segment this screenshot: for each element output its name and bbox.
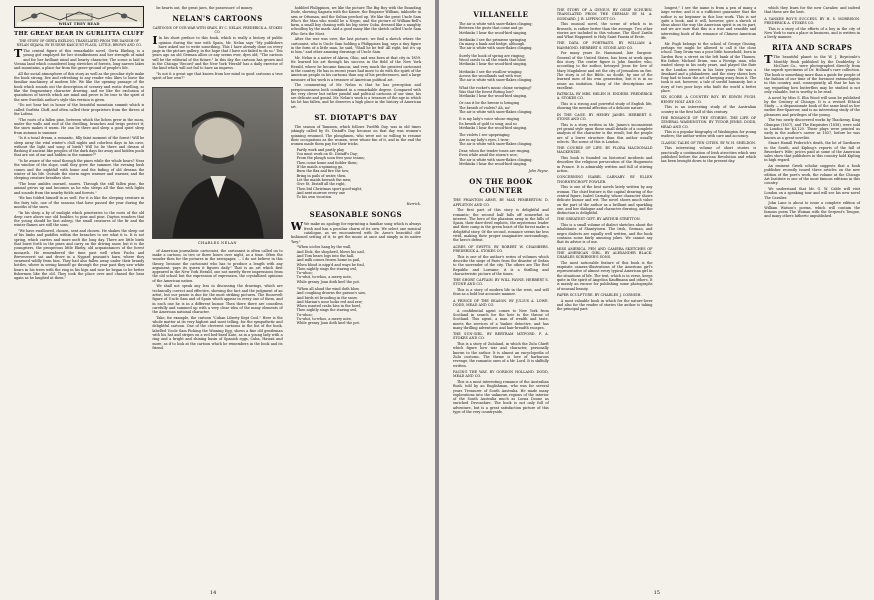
song-stanza: "When all aloud the wind doth blow, And coughing drowns the parson's saw, And birds sit brooding in the snow, And Marian's nose looks red and raw; When roasted crabs hiss in the bowl, Then nightly sings the staring owl, Tu-whoo; Tu-whit, tu-whoo, a merry note, While greasy Joan doth keel the pot. [296, 286, 366, 326]
masthead-title: WHAT THEY READ [17, 22, 141, 26]
poem-stanza: The air is white with snow-flakes clinging; Between the gusts that come and go Methinks I hear the wood-bird singing. [459, 22, 533, 35]
book-entry-text: A most valuable book in which for the nature-lover and also for the reader of stories the author is taking the principal part. [556, 298, 653, 312]
book-entry-head: IN THE CAGE. BY HENRY JAMES. HERBERT S. STONE AND CO. [556, 112, 653, 121]
book-entry-text: This is a story of Zululand, in which the Zulu Chieft which figure how war and character, personally known to the author. It is almost an encyclopedia of Zulu customs. The theme is love of barbarous revenge, the romantic ones of a Mr. Lord. It is skilfully written. [453, 342, 549, 368]
paragraph: All the social atmosphere of this story as well as the peculiar style make the book strong, live and refreshing to any reader who likes to leave the familiar machinery of modern life. We like the opening passage of the book which sounds out the description of scenery and rustic dwelling, so like the fragmentary character drawing, and we like the exclusion of quaintness of tarrels which are mind and prove to be true to the spirit of the new Swedish author's style this version is given. [14, 71, 145, 102]
paragraph: Mr. Pugh belongs to the school of George Gissing, perhaps we might be allowed to call it the close school. Tony Drum was a poor little household, born in Garden Row, a street on the left bank of the Thames. His father, Michael Drum, was a Foreign man, who tended sheep in his early years, and played the flute in the London streets in his later years. He was a drunkard and a philanderer, and the story shows how Tony had to learn the art of keeping away from it. The book is not, however, a tale of sordid humanity, but a story of two poor boys who built the world a better place. [660, 41, 757, 94]
book-entry-text: This is one of the best novels lately written by any woman. The chief feature is the capital drawing of the central figure, Isabel Carnaby, whose character shows delicate humor and wit. The novel shows much value on the part of the author as a brilliant and sparkling one, and her dialogue and character drawing, and the distinction is delightful. [556, 185, 653, 216]
book-entry-text: The most noticeable feature of this book is the exquisite camera-illustrations of the American girl's representative of almost every typical American girl in the situations of life. The text, which is in verse, keeps quite in the spirit of Angelica Kauffmann and others. It is mainly an excuse for publishing some photographs of unusual beauty. [556, 260, 653, 291]
poem-stanza: Methinks I see the primrose springing On many a bank and hedge, although The air is white with snow-flakes clinging. [459, 37, 533, 51]
left-col-1 [14, 6, 144, 586]
book-entry-head: THE ROMANCE OF THE STORIES. THE LIFE OF GENERAL WASHINGTON. BY TUDOR JENKS. DODD, MEAD AND CO. [660, 115, 757, 129]
section-heading: ON THE BOOK COUNTER [469, 177, 533, 196]
paragraph: of American journalistic cartoonist, the cartoonist is often called on to make a cartoon, in two or three hours over night, as a time. Often the wonder then for the pictures in the newspaper, ... I do not believe in this theory, because the cartoonist who has to produce a length with any argument, pays its queen it figures daily." That is an art which first appeared in the New York Herald, one not merely three impressions from the old school but the expression of expression, the crystallized opinions of the American nation. [152, 248, 283, 283]
page-number: 14 [210, 590, 217, 596]
poem-signature: Herrick. [406, 202, 421, 207]
article-byline: THE STORY OF GERTA EKELING, TRANSLATED FROM THE DANISH OF NELAN SKJANA, BY EUGENE KASCIUST FLACK, LITTLE, BROWN AND CO. [16, 39, 142, 47]
book-entry-head: PAPER SCULPTURE. BY CHARLES J. CORNISH. [556, 292, 642, 297]
book-entry-text: A confidential agent comes to New York from Scotland in search for the heir to the throne of Scotland. This agent, a man of wealth and taste, meets the services of a Yankee detective, and has many thrilling adventures and hair-breadth escapes. [453, 308, 549, 330]
book-entry-head: THE PHANTOM ARMY, BY MAX PEMBERTON. D. APPLETON AND CO. [453, 198, 549, 207]
poem-stanza: Methinks I see the swallow winging Across the woodlands sad with woe; The air is white with snow-flakes clinging. [459, 69, 533, 83]
paragraph: "Is not it a great age that knows from her mind in good cartoons a true spirit of her own?" [152, 72, 283, 81]
book-entry-text: The first part of this story is delightful and romantic; the second half falls off somewhat in interest. The hero of the phantom army in the hills of Spain, their dare-devil exploits, the mysterious leader and their camp in the green heart of the forest make a delightful story. Of the second, romance seems far less vivid, making their proper imaginative surroundings, the hero's defeat. [453, 208, 549, 243]
song-verse [291, 245, 421, 325]
poem-stanza: What the rocket's music chime swinging? Was that the forest fluting low? Methinks I hear the wood-bird singing. [459, 85, 532, 99]
book-entry-text: This is a most interesting romance of the Australian Bush, told by an Englishman, who was for several years Treasurer of South Australia. He made many explorations into the unknown regions of the interior of the South Australia much as Lorna Doone as enriched Devonshire. The book is not only full of adventure, but is a great satisfaction picture of this type of the very countryside. [453, 379, 549, 415]
paragraph: T The central figure of this remarkable novel, Gerta Ekeling, is a young girl employed for her steadfastness and her strength of mind and for her brilliant mind and hearty character. The scene is laid in Vienna land which considered long stretches of forests, long narrow lakes and mountains, a place far from the grave-ground of people's life. [14, 47, 145, 71]
paragraph: "The roots of a fallen pine, between which the lichen grew in the moss, under the walls and roof of the dwelling, branches and twigs protect it; the snow makes it warm. He can lie there and sleep a good quiet sleep from autumn to summer. [14, 117, 145, 135]
book-entry-head: THE SHORT CAPTAIN. BY WILL PAYNE. HERBERT S. STONE AND CO. [453, 278, 549, 287]
right-page-columns [453, 6, 860, 586]
paragraph: Mr. Nelan is a native of Akron, Ohio, and was born at that city in 1859. He learned his art through his success in the field of the New York Herald, where he became famous, and very much the greatest cartoonist in the country. He has in recent years had more to do with the spirit of the American people in his cartoons than any of his predecessors, and a large measure of his work is a treasure of American political art. [290, 56, 421, 82]
paragraph: "Is he aware of the wind through the pines while the whole bears? Near the window of the slope, until they grew the summer, the evening hush comes and the nightfall with home and the fading of old dreams the winter of his life. Outside the storm rages warmer and warmer, and the sleeping creature breathes slow. [14, 159, 145, 181]
paragraph: "He has folded himself in as well. For it is like the sleeping creature in the fairy tale, one of the seasons that have passed the year during the months of the snow. [14, 196, 145, 209]
poem-stanza: Dear, when the tender tones are ringing, Even while amid the storm's woe; The air is white with snow-flakes clinging, Methinks I hear the wood-bird singing. [459, 149, 533, 167]
drop-cap: I [152, 34, 158, 48]
drop-cap: W [290, 220, 304, 234]
page-number: 15 [653, 590, 660, 596]
book-entry-text: This is one of the author's series of volumes which describe the siege of Paris from the disaster of Sedan to the surrender of the city. The others are The Red Republic and Lorraine; it is a thrilling and characteristic picture of the times. [453, 254, 549, 276]
book-entry-text: This interesting volume of short stories is practically a continuation of Irish atrocities which was published before the American Revolution and which has been brought down to the present day. [660, 146, 757, 164]
paragraph: hobbled Philippines, we like the picture The Big Boy with the Bounding Dude, showing Sagasta with the Kaiser, the Emperor William, inkbottle in arm or Ottoman, and the Sultan perched up. We like the great Uncle Sam Who's the Man who would be a Negro, and the picture of William-Bell's farm, a small boy chasing with his big sister Cuba, dressed like a naughty schoolboy by the mark. And a good many like the sketch called Uncle Sam Who Gets the Most. [290, 6, 421, 36]
drop-cap: T [14, 47, 23, 60]
book-entry-head: THE GREATEST GIFT. BY ARTHUR STRETTON. [556, 217, 641, 222]
paragraph: W We make no apology for reprinting a familiar song which is always fresh and has a peculiar charm of its own. We select one musical catalogue, as we encountered with Dr. Arne's beautiful old-fashioned setting of it, to get the music at once and simply in its native "key." [290, 220, 421, 244]
book-entry-head: THE STORY OF A GENIUS. BY OSSIP SCHUBIN. TRANSLATED FROM THE GERMAN BY M. A. GODDARD. J. B. LIPPINCOTT CO. [556, 8, 653, 21]
book-entry-head: ACRES OF SWIFTS. BY ROBERT W. CHAMBERS. FREDERICK A. STOKES CO. [453, 244, 549, 253]
paragraph: John Lane is about to issue a complete edition of William Watson's poems, which will contain the famous poem The Woman with the Serpent's Tongue, and many others hitherto unpublished. [764, 201, 860, 219]
poem-stanza: Surely the hook of spring are ringing; Wood carols to all the winds that blow, Methinks I hear the wood-bird singing. [459, 53, 528, 67]
poem-stanza: Or can it be the breeze is bringing The breath of violets? Ah, no! The air is white with snow-flakes clinging. [459, 101, 533, 115]
portrait-icon [153, 88, 282, 238]
book-entry-head: PATRICIA. BY MRS. HELEN H. ENDERS. FREDERICK A. STOKES CO. [556, 92, 653, 101]
right-col-1 [453, 6, 549, 586]
left-page-columns [14, 6, 421, 586]
paragraph: A novel by Miss S. Elin Wood will soon be published by the Century of Chicago. It is a revised Ethical Study — a dispassionate book of the same kind as her earlier Bee-Sparrow, and is an interesting study of the pleasures and privileges of the young. [764, 95, 860, 117]
book-entry-text: This is a story written in Mr. James's inconsistent yet genial style upon those small details of a complete analysis of the character is the result; but the people are of a lower structure than this author usually selects. The scene of this is London. [556, 122, 653, 144]
right-col-2 [557, 6, 653, 586]
book-entry-head: THE COURSE OF LIFE. BY FLORA MACDONALD MACKENZIE. [556, 146, 653, 155]
poem-stanza: Partly work and partly play You must work on St. Distaff's Day; From the plough soon free your teams; Then come home and fodder them; If the maids a-spinning go, Burn the flax and fire the tow; Bring in pails of water, then, Let the maids bewash the men; Give St. Distaff all the right, Then bid Christmas sport good-night; And next morrow every one To his own vocation. [296, 147, 365, 200]
section-heading: RITA AND SCRAPS [771, 43, 853, 53]
right-col-4 [764, 6, 860, 586]
paragraph: which they learn for the new Cavalier, and indeed that these are the best. [764, 6, 860, 15]
book-entry-head: A PRINCE OF THE SEASON. BY JULIUS A. LOWE. DODD, MEAD AND CO. [453, 298, 549, 308]
book-entry-head: THE SUN-GIRL. BY BERTRAM MITFORD. F. A. STOKES AND CO. [453, 332, 549, 341]
poem-title: ST. DIOTAPT'S DAY [314, 113, 398, 122]
book-entry-head: THE DATA OF PORTRAITS. BY WILLIAM A. HAMMOND. HERBERT S. STONE AND CO. [556, 41, 653, 50]
book-entry-text: This is a story of modern life in the west, and will thus as a bold but accurate manner. [453, 288, 549, 297]
book-entry-text: This is a popular biography of Washington for young readers; the author writes with care and accuracy. [660, 130, 757, 139]
book-entry-text: This is a story of the efforts of a boy in the city of New York to earn a place in business, and is written in a lively manner. [764, 26, 860, 40]
paragraph: After the war was over, the last picture, we find a sketch where the cartoonist, who is Uncle Sam holding a Philippines bag, says a tiny figure in the form of a little man, he said, "Shall he be fed! All right, but it's up to him," and other amusing drawings of Uncle Sam. [290, 37, 421, 55]
article-heading: THE GREAT BEAR IN GURLITTA CLUFF [14, 31, 145, 37]
song-stanza: "When icicles hang by the wall, And Dick, the shepherd, blows his nail, And Tom bears logs into the hall, And milk comes frozen home in pail, When blood is nipp'd and ways be foul, Then nightly sings the staring owl, Tu-whoo; Tu-whit, tu-whoo, a merry note, While greasy Joan doth keel the pot. [296, 245, 365, 284]
poem-verse [291, 148, 421, 200]
book-entry-head: MISS AMERICA. PEN AND CAMERA SKETCHES OF THE AMERICAN GIRL. BY ALEXANDER BLACK. CHARLES SCRIBNER'S SONS. [556, 246, 653, 260]
paragraph: An eminent Greek scholar suggests that a book publisher recently issued three articles on the new edition of the poet's work, the volume at the Chicago Art Institute is one of the most famous editions in this country. [764, 164, 860, 186]
paragraph: We understand that Mr. G. W. Cable will visit London on a speaking tour and will see his new novel The Cavalier. [764, 187, 860, 200]
paragraph: be hearts out, the great jaws, the possessors' of money. [156, 6, 254, 10]
book-entry-text: This musical novel, the scene of which is in Brussels, is rather better than the average. Two other stories are included in this volume, The Sloof Zarilis and What Happened to Holy Saint Fausta of Erste. [556, 22, 653, 40]
left-col-3 [291, 6, 421, 586]
book-entry-text: This is an interesting study of the Australian country in the first half of this century. [660, 105, 757, 114]
book-entry-head: CONCERNING ISABEL CARNABY. BY ELLEN THORNEYCROFT FOWLER. [556, 175, 653, 184]
paragraph: Stuart Hamill Federich's death, the lot of Gardiners in the South, and Kipling's reports of the fall of Brueeker's Wife; prices paid at some of the American sales show that publishers in this country hold Kipling in high regard. [764, 141, 860, 163]
book-entry-text: For many years Dr. Hammond, late Surgeon-General of the United States, has been at work upon this story. The centre figure is John Smeder, who, according to the author, betrayed Jesus for love of Mary Magdalene and set the city of Jerusalem on fire. The story is of the Bible, no doubt, by one of the learned men of his own generation; but it is in no sense an imitation. Many of the descriptions are excellent. [556, 51, 653, 90]
book-entry-text: This book is founded on historical incidents and describes the religious persecution of the Huguenots in France. It is admirably written and full of stirring action. [556, 156, 653, 174]
book-entry-head: SIX SCORE. A COUNTRY BOY. BY EDWIN PUGH. HENRY HOLT AND CO. [660, 95, 757, 104]
paragraph: T The beautiful planet in the W. J. Boyntonle's Monthly Book published by the Doubleday & McClure Co., were photographed directly from the superb specimens of Dr. Holland's rare collection. The book is something more than a guide for people of the fashion of our time of the foremost entomologists in this country, and, consequently, all that he has to say regarding how butterflies may be studied is not only valuable, but is worthy to be read. [764, 53, 860, 94]
poem-stanza: The violets I see upspringing Are in my lady's eyes, I trow; The air is white with snow-flakes clinging. [459, 133, 533, 146]
paragraph: The commenting of Mr. Nelan is that he has perception and perspicuousness both combined in a remarkable degree. Compared with the very clever but rather painful and political cartoons of our time, his are delicate and genial. Mr. Nelan's work is a treasure of the age in which his lot has fallen, and he deserves a high place in the history of American art. [290, 83, 421, 109]
portrait-photo [152, 87, 282, 239]
paragraph: "We have swallowed, chosen, sent and chosen. He shakes the sleep out of his limbs and paddles within the branches to see what it is. It is not spring, which carries and more melt the long day. There are little birds that burst forth in the pines and carry on the driving snow, but it is the youngsters, the prosperous little Ekeby, old acquaintances of the forest monarch. He remembered the time past well when Fuchs and Breveswerst sat and drove in a Nygard peasant's barn, where they swarmed wildly from him. They had also fallen away under their brandy bottles, where in seeing himself go through the year past they saw white bears in his trees with the ring in his hips and now he began to be better fishermen like the old. They took the place over and chased the bear again as he laughed at them." [14, 229, 145, 281]
paragraph: "The bear ambles onward, snores. Through the still fallen pine, the animal grows up and becomes as he who sleeps all the thin with lights and sounds from the nearby fields and forests." [14, 181, 145, 195]
right-col-3 [661, 6, 757, 586]
paragraph: The two newly discovered works by Thackeray, King Glumpus (1837), and The Exquisites (1838), were sold in London for $3,120. These plays were printed as early in the author's career as 1837, before he was known as a great novelist. [764, 118, 860, 140]
poem-signature: John Payne. [528, 169, 549, 174]
poem-title: VILLANELLE [473, 10, 529, 19]
book-entry-text: This is a strong and powerful study of English life, showing the mental affection of a delicate nature. [556, 102, 653, 111]
drop-cap: T [764, 53, 773, 67]
left-page [0, 0, 435, 600]
section-byline: CARTOONS OF OUR WAR WITH SPAIN. BY C. NELAN. FREDERICK A. STOKES CO. [152, 26, 283, 35]
article-body [14, 49, 144, 281]
paragraph: We shall not speak any less in discussing the drawings, which are technically correct and effective, showing the fact and the judgment of an artist, but our praise is due for the most striking pictures. The Roosevelt figure of Uncle Sam and of Spain which appear in every one of them, and in each one he is in a different humor. Then there there are countless carefully and summed up with a very clear idea of the many elements of the American national character. [152, 284, 283, 315]
paragraph: Take, for example, the cartoon "Cuban Liberty Kept Cool." Here is the whole matter at its very highest and most telling, for the sympathetic and delightful cartoon. One of the cleverest cartoons in the list of the book, labelled Uncle Sam Picking the Winning Egg, shows a fine old gentleman with his hat and stripes on a red bed-lined Kate, as in a young lady with a ring and a bright and shining basin of Spanish eggs, Cuba, Hawaii and more, as if to look at the cartoon which he remembers in the book and its friend. [152, 315, 283, 350]
paragraph: "Is it a tonal dream, a romantic, filly faint moment of the forest! Will he sleep away the vital winter's chill nights and colorless days in his cave, without the light and song of birds? Will he lie there and dream of flashing if ancient like peoples of the dark days far away and hidden pools that are out of ear and hidden in the summer?" [14, 136, 145, 158]
section-heading: SEASONABLE SONGS [309, 210, 403, 220]
masthead [14, 6, 144, 28]
paragraph: "Do not hear but in honor of the beautiful mountain summit which is called Gurlitta Cluff, and often called their proprietors from the threes of the Lofens. [14, 103, 145, 116]
right-page [439, 0, 874, 600]
book-entry-head: FACING THE WAY. BY GORDON HOLLAND. DODD, MEAD AND CO. [453, 369, 549, 379]
book-entry-head: CLASSIC TALES OF TEN CITIES. BY W. H. SHELDON. [660, 140, 756, 145]
paragraph: I In his short preface to this book, which is really a history of public opinion during the war with Spain, Mr. Nelan says "My publishers have asked me to write something. This I have already done on every page in the picture gallery, in the hope that I have not failed to do so." Ten years ago an old German allies or any seems ever, dyes old; "The cartoon will be the editorial of the future." In this day the cartoon has grown and in the Chicago 'Record' and the New York 'Herald' has a daily exercise of the kind which will not fail to have an impress. [152, 34, 283, 71]
section-heading: NELAN'S CARTOONS [172, 14, 263, 24]
poem-verse [453, 22, 549, 166]
book-entry-head: A YANKEE BOY'S SUCCESS. BY H. S. MORRISON. FREDERICK A. STOKES CO. [764, 16, 860, 25]
portrait-caption: CHARLES NELAN [198, 240, 237, 245]
poem-intro: The season of Tammen, which follows Twelfth Day, was in old times jokingly called by St. Distaff's Day because on that day was women's spinning resumed. The ploughmen, who were not so willing to resume their occupations as the women, were whose fun of it, and in the end the women made them pay for their tricks. [290, 125, 421, 147]
poem-stanza: It is my lady's voice whose ringing Its breath of gold to song; and so Methinks I hear the wood-bird singing. [459, 117, 528, 130]
book-entry-text: This is a small volume of dialect sketches about the inhabitants of Shantytown. The Irish, German, and negro dialects are equally well written, and the book contains some fairly amusing jokes. We cannot say that its advice is of use. [556, 223, 653, 245]
paragraph: "In his sleep a by of sunlight which penetrates to the roots of the old deep cave above one old boulder, to pine and pine. Dayton wonders that the young should be fast asleep, the small creatures of the fir and the winter flames are still the sons. [14, 210, 145, 228]
paragraph: longest." I see the name is from a pen of many a large writer, and it is a sufficient guarantee that the author is no beginner in this line work. This is not quite a book, and it will, however, give a sketch of ideas about the way the American spirit is on its part, and we are sure that this is a true and sensible and interesting book of the romance of Chinese American life. [660, 6, 757, 41]
left-col-2 [152, 6, 282, 586]
